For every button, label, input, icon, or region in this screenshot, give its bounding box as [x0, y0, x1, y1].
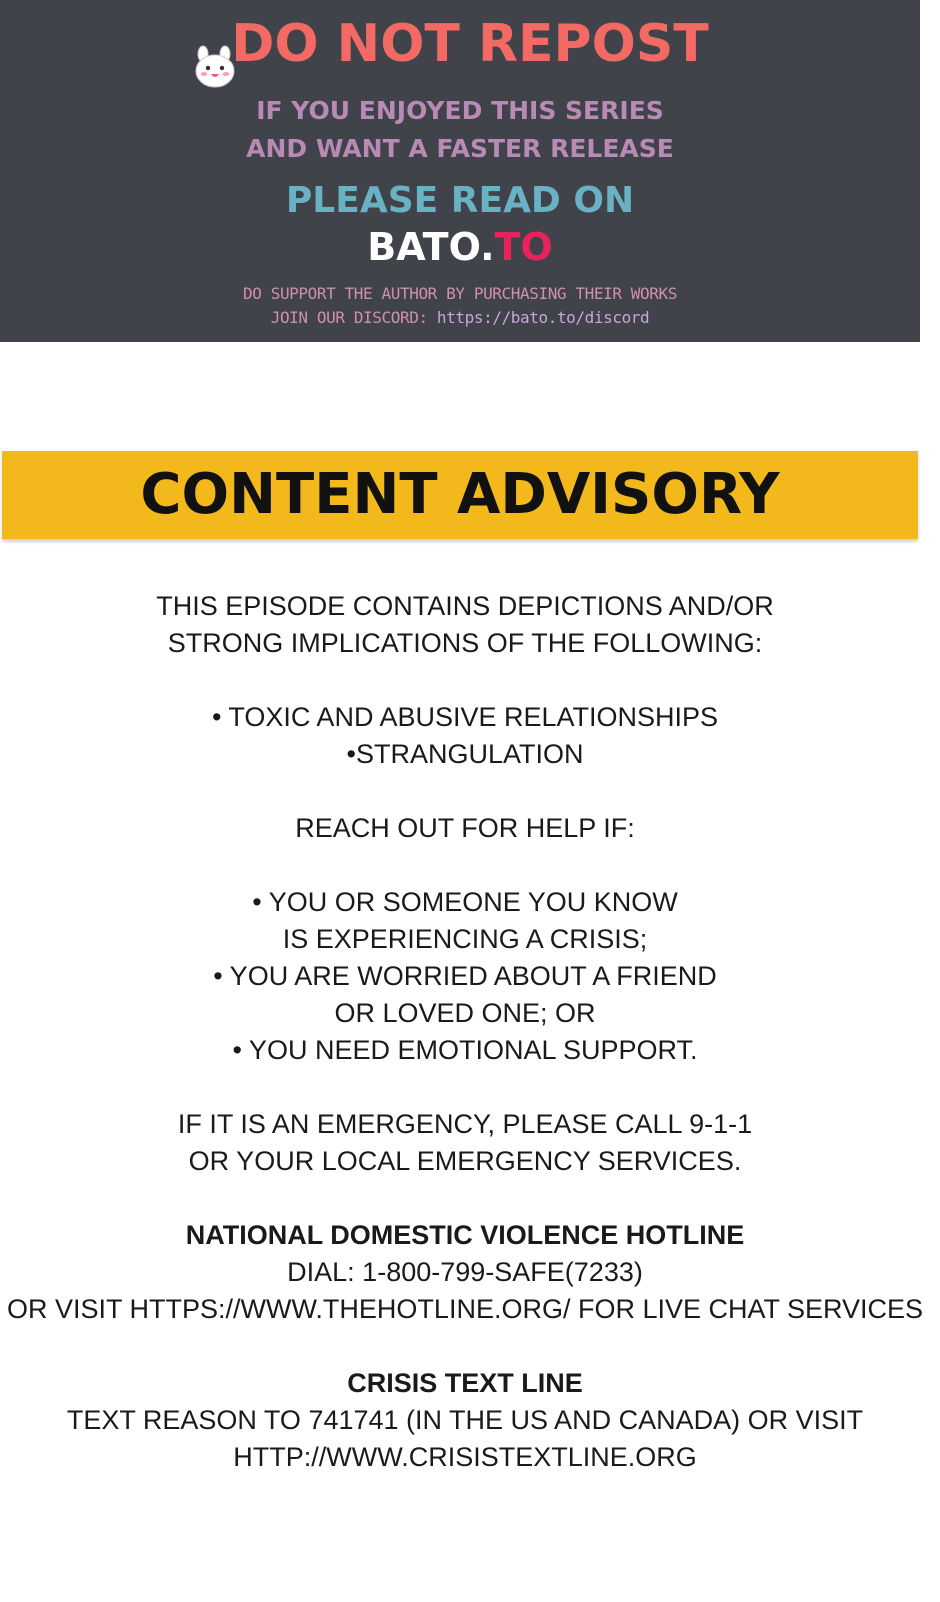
do-not-repost-heading: DO NOT REPOST — [231, 14, 709, 74]
support-author-line: DO SUPPORT THE AUTHOR BY PURCHASING THEIR WORKS — [243, 284, 677, 303]
warning-item: •STRANGULATION — [346, 739, 584, 769]
hotline-visit[interactable]: OR VISIT HTTPS://WWW.THEHOTLINE.ORG/ FOR LIVE CHAT SERVICES — [6, 1294, 924, 1324]
repost-warning-banner — [0, 0, 920, 342]
discord-link[interactable]: https://bato.to/discord — [436, 308, 650, 327]
crisis-text-instructions: TEXT REASON TO 741741 (IN THE US AND CANADA) OR VISIT — [66, 1405, 864, 1435]
content-advisory-bar — [2, 451, 918, 539]
reach-out-heading: REACH OUT FOR HELP IF: — [295, 813, 635, 843]
spacer — [0, 773, 930, 810]
help-line: • YOU OR SOMEONE YOU KNOW — [252, 887, 678, 917]
help-line: • YOU NEED EMOTIONAL SUPPORT. — [232, 1035, 698, 1065]
spacer — [0, 847, 930, 884]
emergency-line-1: IF IT IS AN EMERGENCY, PLEASE CALL 9-1-1 — [177, 1109, 753, 1139]
discord-line — [0, 306, 920, 330]
help-line: OR LOVED ONE; OR — [334, 998, 596, 1028]
crisis-url[interactable]: HTTP://WWW.CRISISTEXTLINE.ORG — [233, 1442, 697, 1472]
discord-label: JOIN OUR DISCORD: — [270, 308, 437, 327]
enjoy-line-1: IF YOU ENJOYED THIS SERIES — [256, 96, 664, 125]
hotline-name: NATIONAL DOMESTIC VIOLENCE HOTLINE — [185, 1220, 745, 1250]
crisis-line-name: CRISIS TEXT LINE — [347, 1368, 583, 1398]
site-name: BATO. — [367, 225, 495, 269]
spacer — [0, 662, 930, 699]
emergency-line-2: OR YOUR LOCAL EMERGENCY SERVICES. — [188, 1146, 742, 1176]
spacer — [0, 1328, 930, 1365]
warning-item: • TOXIC AND ABUSIVE RELATIONSHIPS — [211, 702, 719, 732]
please-read-on: PLEASE READ ON — [285, 180, 635, 221]
advisory-body — [0, 588, 930, 1476]
content-advisory-title: CONTENT ADVISORY — [140, 462, 780, 527]
help-line: IS EXPERIENCING A CRISIS; — [282, 924, 648, 954]
intro-line-1: THIS EPISODE CONTAINS DEPICTIONS AND/OR — [156, 591, 774, 621]
site-logo-text[interactable] — [0, 222, 920, 272]
intro-line-2: STRONG IMPLICATIONS OF THE FOLLOWING: — [167, 628, 763, 658]
spacer — [0, 1069, 930, 1106]
help-line: • YOU ARE WORRIED ABOUT A FRIEND — [213, 961, 717, 991]
site-tld: TO — [494, 225, 553, 269]
enjoy-line-2: AND WANT A FASTER RELEASE — [246, 134, 674, 163]
hotline-dial: DIAL: 1-800-799-SAFE(7233) — [287, 1257, 643, 1287]
spacer — [0, 1180, 930, 1217]
